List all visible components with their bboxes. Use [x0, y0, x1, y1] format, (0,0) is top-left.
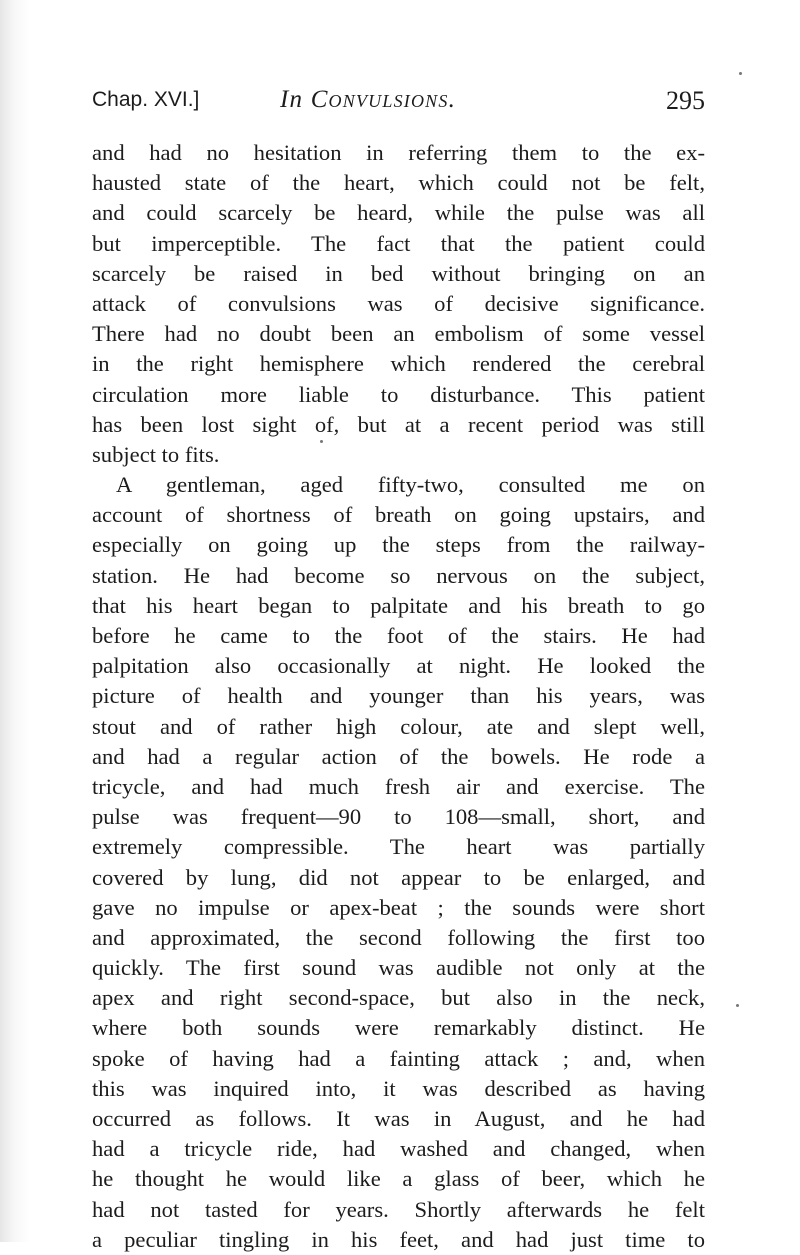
body-text	[92, 138, 705, 1255]
text-line: in the right hemisphere which rendered the cerebral	[92, 351, 705, 377]
running-title	[280, 86, 456, 114]
text-line: this was inquired into, it was described as having	[92, 1075, 705, 1101]
text-line: gave no impulse or apex-beat ; the sounds were short	[92, 894, 705, 920]
text-line: scarcely be raised in bed without bringing on an	[92, 260, 705, 286]
text-line: he thought he would like a glass of beer, which he	[92, 1166, 705, 1192]
text-line: before he came to the foot of the stairs. He had	[92, 623, 705, 648]
text-line: had not tasted for years. Shortly afterwards he felt	[92, 1196, 705, 1222]
text-line: apex and right second-space, but also in the neck,	[92, 985, 705, 1011]
text-line: tricycle, and had much fresh air and exercise. The	[92, 773, 705, 799]
text-line: a peculiar tingling in his feet, and had just time to	[92, 1226, 705, 1252]
text-line: account of shortness of breath on going upstairs, and	[92, 502, 705, 528]
text-line: quickly. The first sound was audible not only at the	[92, 955, 705, 981]
running-title-main: Convulsions.	[310, 86, 457, 113]
text-line: and had a regular action of the bowels. He rode a	[92, 743, 705, 769]
running-title-prefix: In	[280, 86, 304, 113]
text-line: hausted state of the heart, which could not be felt,	[92, 170, 705, 196]
text-line: occurred as follows. It was in August, and he had	[92, 1106, 705, 1131]
text-line: had a tricycle ride, had washed and changed, when	[92, 1136, 705, 1162]
text-line: circulation more liable to disturbance. This patient	[92, 381, 705, 407]
text-line: and approximated, the second following the first too	[92, 924, 705, 950]
paper-speck	[736, 1004, 739, 1007]
text-line: attack of convulsions was of decisive significance.	[92, 290, 705, 316]
text-line: extremely compressible. The heart was partially	[92, 834, 705, 860]
page-number: 295	[666, 86, 705, 115]
text-line: covered by lung, did not appear to be enlarged, and	[92, 864, 705, 890]
paragraph-end-line: subject to fits.	[92, 441, 220, 467]
text-line: There had no doubt been an embolism of some vessel	[92, 321, 705, 347]
text-line: that his heart began to palpitate and his breath to go	[92, 592, 705, 618]
text-line: stout and of rather high colour, ate and slept well,	[92, 713, 705, 739]
text-line: and had no hesitation in referring them to the ex-	[92, 140, 705, 165]
paper-speck	[739, 72, 742, 75]
text-line: palpitation also occasionally at night. He looked the	[92, 653, 705, 679]
text-line: pulse was frequent—90 to 108—small, short, and	[92, 804, 705, 830]
text-line: has been lost sight of, but at a recent period was still	[92, 411, 705, 437]
text-line: especially on going up the steps from the railway-	[92, 532, 705, 558]
running-head	[92, 82, 705, 118]
text-line: spoke of having had a fainting attack ; and, when	[92, 1045, 705, 1071]
chapter-label: Chap. XVI.]	[92, 88, 200, 111]
text-line: and could scarcely be heard, while the pulse was all	[92, 200, 705, 226]
text-line: station. He had become so nervous on the subject,	[92, 562, 705, 588]
text-line: but imperceptible. The fact that the patient could	[92, 230, 705, 256]
text-line: picture of health and younger than his years, was	[92, 683, 705, 709]
paragraph-start-line: A gentleman, aged fifty-two, consulted me on	[116, 472, 705, 498]
paper-speck	[320, 440, 323, 443]
text-line: where both sounds were remarkably distinct. He	[92, 1015, 705, 1041]
